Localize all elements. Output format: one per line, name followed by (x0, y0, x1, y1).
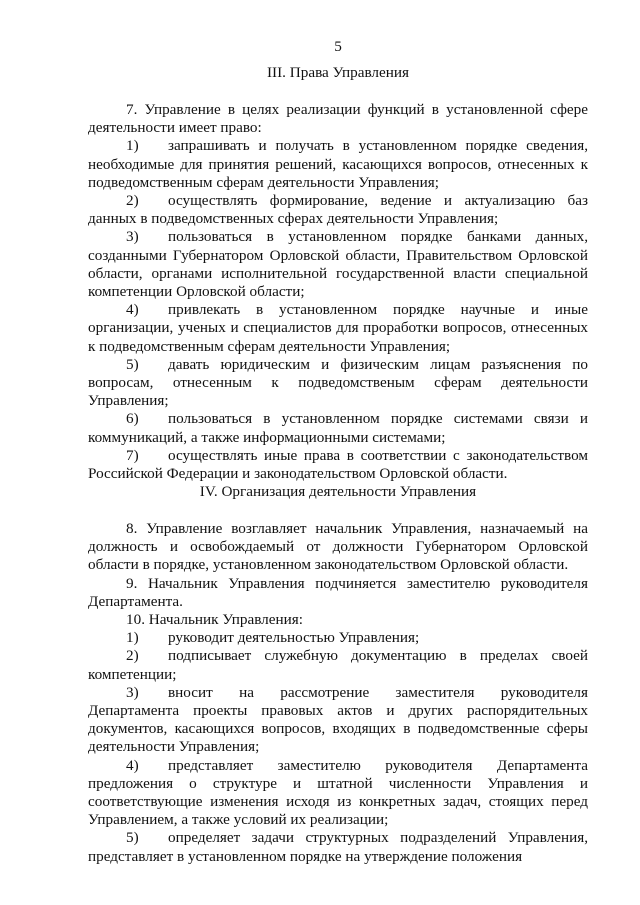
page-number: 5 (334, 38, 342, 55)
list-item: 4) представляет заместителю руководителя Департамента предложения о структуре и штатной численности Управления и соответствующие изменения исходя из конкретных задач, стоящих перед Управлением, а также условий их реализации; (88, 756, 588, 829)
section-4-body (88, 520, 588, 866)
section-3-body (88, 101, 588, 483)
list-item: 1) руководит деятельностью Управления; (126, 629, 420, 647)
list-item: 5) давать юридическим и физическим лицам разъяснения по вопросам, отнесенным к подведомственым сферам деятельности Управления; (88, 355, 588, 410)
list-item: 1) запрашивать и получать в установленном порядке сведения, необходимые для принятия решений, касающихся вопросов, отнесенных к подведомственным сферам деятельности Управления; (88, 137, 588, 191)
section-3-title: III. Права Управления (267, 64, 409, 81)
list-item: 3) пользоваться в установленном порядке банками данных, созданными Губернатором Орловской области, Правительством Орловской области, органами исполнительной государственной власти специальной компетенции Орловской области; (88, 228, 588, 301)
list-item: 3) вносит на рассмотрение заместителя руководителя Департамента проекты правовых актов и других распорядительных документов, касающихся вопросов, входящих в подведомственные сферы деятельности Управления; (88, 683, 588, 756)
list-item: 2) осуществлять формирование, ведение и актуализацию баз данных в подведомственных сферах деятельности Управления; (88, 192, 588, 228)
list-item: 5) определяет задачи структурных подразделений Управления, представляет в установленном порядке на утверждение положения (88, 829, 588, 865)
list-item: 2) подписывает служебную документацию в пределах своей компетенции; (88, 647, 588, 683)
list-item: 6) пользоваться в установленном порядке системами связи и коммуникаций, а также информационными системами; (88, 410, 588, 446)
list-item: 4) привлекать в установленном порядке научные и иные организации, ученых и специалистов для проработки вопросов, отнесенных к подведомственным сферам деятельности Управления; (88, 301, 588, 355)
section-4-title: IV. Организация деятельности Управления (199, 483, 477, 500)
paragraph-7: 7. Управление в целях реализации функций в установленной сфере деятельности имеет право: (88, 101, 588, 137)
paragraph-10: 10. Начальник Управления: (126, 611, 303, 629)
paragraph-9: 9. Начальник Управления подчиняется заместителю руководителя Департамента. (88, 574, 588, 610)
paragraph-8: 8. Управление возглавляет начальник Управления, назначаемый на должность и освобождаемый от должности Губернатором Орловской области в порядке, установленном законодательством Орловской области. (88, 520, 588, 574)
list-item: 7) осуществлять иные права в соответствии с законодательством Российской Федерации и законодательством Орловской области. (88, 446, 588, 483)
